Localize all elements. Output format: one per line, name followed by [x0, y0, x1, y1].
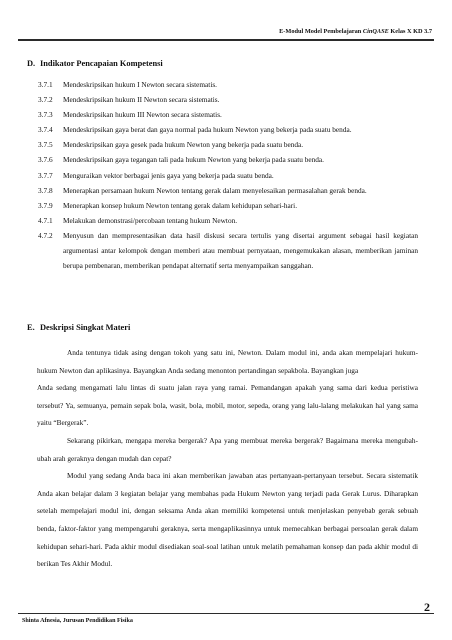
- footer-rule: [18, 613, 434, 614]
- section-d-label: D.: [27, 59, 36, 68]
- indicator-item: [38, 107, 418, 122]
- indicator-item: [38, 228, 418, 273]
- header-rule: [18, 39, 434, 41]
- description-paragraph: Sekarang pikirkan, mengapa mereka bergerak? Apa yang membuat mereka bergerak? Bagaimana mereka mengubah-ubah arah geraknya dengan mudah dan cepat?: [37, 435, 418, 463]
- indicator-number: 3.7.9: [38, 200, 53, 210]
- indicator-text: Menguraikan vektor berbagai jenis gaya yang bekerja pada suatu benda.: [63, 170, 274, 180]
- header-suffix: Kelas X KD 3.7: [388, 28, 432, 35]
- indicator-text: Melakukan demonstrasi/percobaan tentang hukum Newton.: [63, 215, 238, 225]
- description-paragraph: Anda sedang mengamati lalu lintas di suatu jalan raya yang ramai. Pemandangan apakah yang sama dari kedua peristiwa tersebut? Ya, semuanya, pemain sepak bola, wasit, bola, mobil, motor, sepeda, orang yang lalu-lalang melakukan hal yang sama yaitu “Bergerak”.: [37, 383, 418, 428]
- indicator-text: Mendeskripsikan hukum II Newton secara sistematis.: [63, 95, 220, 105]
- header-prefix: E-Modul Model Pembelajaran: [279, 28, 363, 35]
- description-paragraph: Anda tentunya tidak asing dengan tokoh yang satu ini, Newton. Dalam modul ini, anda akan mempelajari hukum-hukum Newton dan aplikasinya. Bayangkan Anda sedang menonton pertandingan sepakbola. Bayangkan juga: [37, 348, 418, 375]
- section-d-heading: [27, 59, 163, 68]
- indicator-number: 3.7.5: [38, 140, 53, 150]
- section-e-label: E.: [27, 323, 35, 332]
- indicator-text: Mendeskripsikan gaya berat dan gaya normal pada hukum Newton yang bekerja pada suatu benda.: [63, 125, 352, 135]
- indicator-item: [38, 122, 418, 137]
- section-d-title: Indikator Pencapaian Kompetensi: [40, 59, 163, 68]
- indicator-number: 3.7.6: [38, 155, 53, 165]
- indicator-text: Menerapkan konsep hukum Newton tentang gerak dalam kehidupan sehari-hari.: [63, 200, 298, 210]
- indicator-item: [38, 183, 418, 198]
- indicator-list: [38, 77, 418, 273]
- indicator-number: 3.7.2: [38, 95, 53, 105]
- indicator-text: Mendeskripsikan hukum III Newton secara sistematis.: [63, 110, 222, 120]
- indicator-number: 4.7.1: [38, 215, 53, 225]
- indicator-number: 3.7.1: [38, 80, 53, 89]
- indicator-item: [38, 198, 418, 213]
- indicator-text: Mendeskripsikan gaya tegangan tali pada hukum Newton yang bekerja pada suatu benda.: [63, 155, 324, 165]
- indicator-number: 3.7.8: [38, 185, 53, 195]
- indicator-number: 4.7.2: [38, 230, 53, 240]
- indicator-item: [38, 77, 418, 92]
- indicator-text: Mendeskripsikan hukum I Newton secara sistematis.: [63, 80, 218, 89]
- page-number: 2: [424, 600, 430, 614]
- indicator-item: [38, 152, 418, 167]
- running-header: [279, 28, 432, 35]
- indicator-item: [38, 213, 418, 228]
- description-text: [37, 344, 418, 573]
- indicator-number: 3.7.7: [38, 170, 53, 180]
- section-e-heading: [27, 323, 130, 332]
- indicator-number: 3.7.4: [38, 125, 53, 135]
- section-e-title: Deskripsi Singkat Materi: [40, 323, 131, 332]
- indicator-text: Menerapkan persamaan hukum Newton tentang gerak dalam menyelesaikan permasalahan gerak benda.: [63, 185, 367, 195]
- indicator-item: [38, 137, 418, 152]
- footer-author: Shinta Afnesia, Jurusan Pendidikan Fisika: [22, 618, 133, 624]
- indicator-text: Menyusun dan mempresentasikan data hasil diskusi secara tertulis yang disertai argument sebagai hasil kegiatan argumentasi antar kelompok dengan memberi atau membuat pernyataan, mengemukakan alasan, memberikan jaminan berupa pembenaran, memberikan pendapat alternatif serta menyampaikan sanggahan.: [63, 230, 418, 271]
- indicator-item: [38, 168, 418, 183]
- indicator-item: [38, 92, 418, 107]
- description-paragraph: Modul yang sedang Anda baca ini akan memberikan jawaban atas pertanyaan-pertanyaan tersebut. Secara sistematik Anda akan belajar dalam 3 kegiatan belajar yang membahas pada Hukum Newton yang terjadi pada Gerak Lurus. Diharapkan setelah mempelajari modul ini, dengan seksama Anda akan memiliki kompetensi untuk menjelaskan penyebab gerak sebuah benda, faktor-faktor yang mempengaruhi geraknya, serta mengaplikasinnya untuk memecahkan berbagai persoalan gerak dalam kehidupan sehari-hari. Pada akhir modul disediakan soal-soal latihan untuk melatih pemahaman konsep dan pada akhir modul di berikan Tes Akhir Modul.: [37, 471, 418, 569]
- indicator-number: 3.7.3: [38, 110, 53, 120]
- header-model-name: CinQASE: [362, 28, 389, 35]
- indicator-text: Mendeskripsikan gaya gesek pada hukum Newton yang bekerja pada suatu benda.: [63, 140, 304, 150]
